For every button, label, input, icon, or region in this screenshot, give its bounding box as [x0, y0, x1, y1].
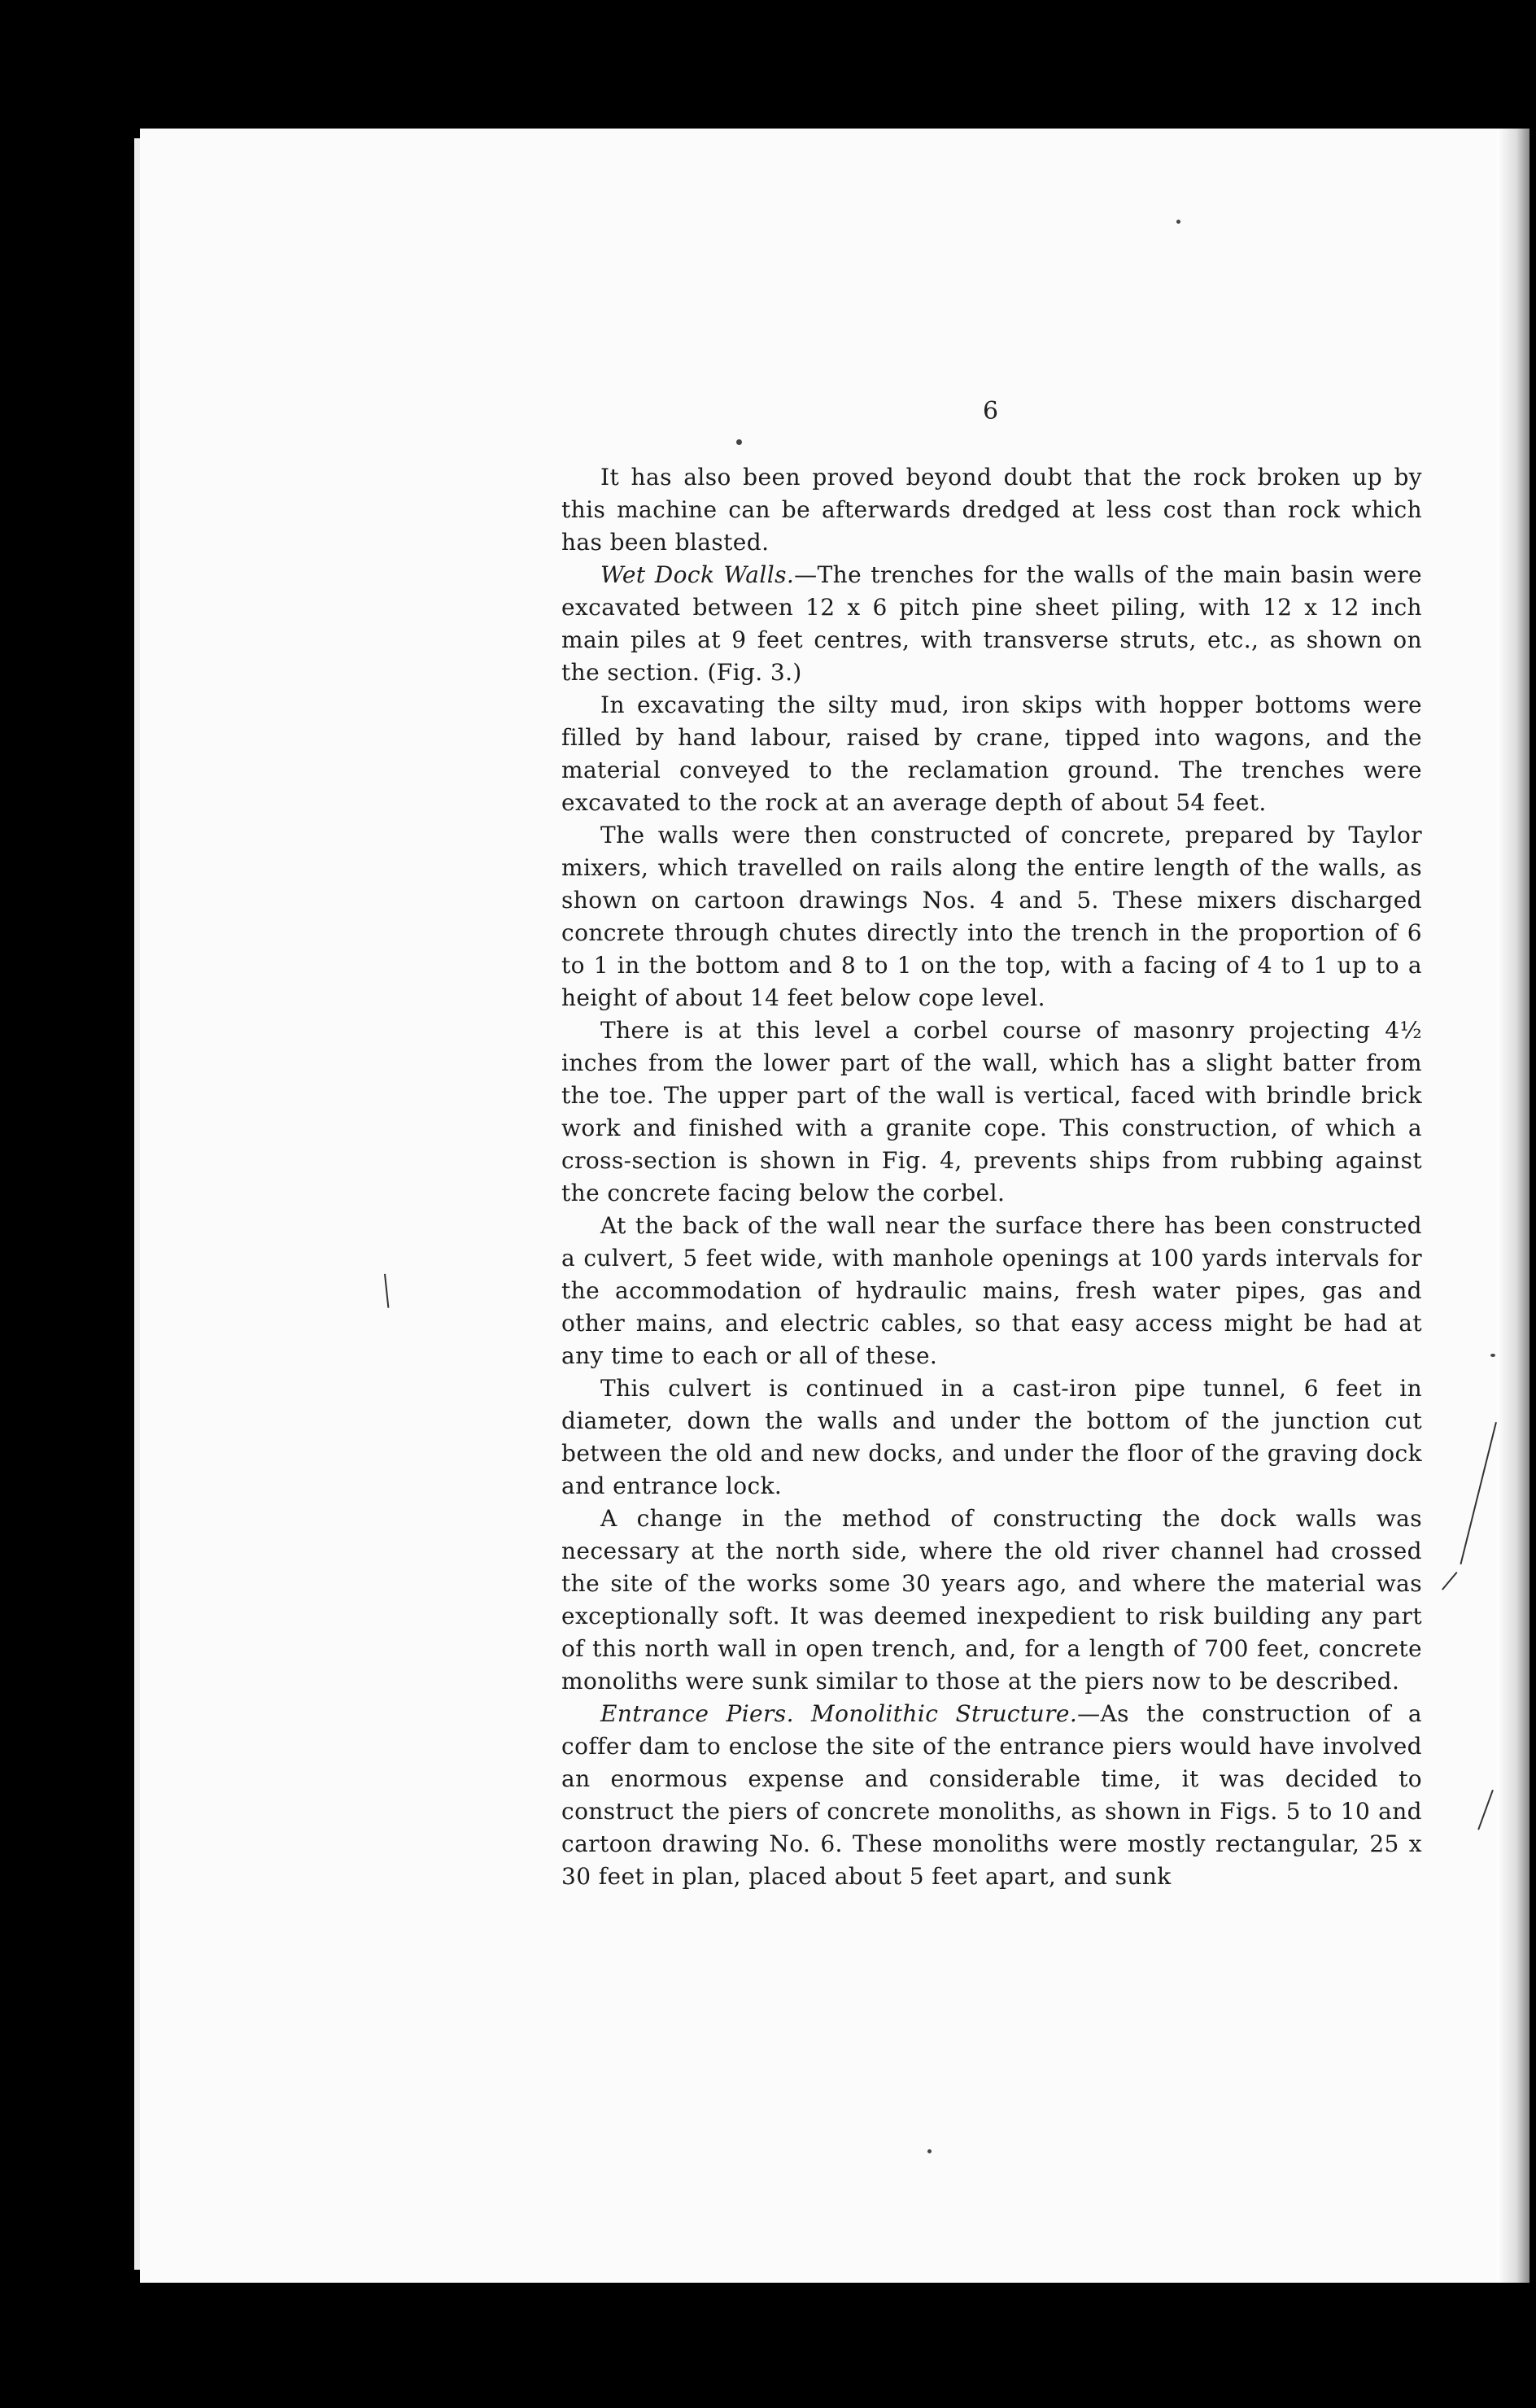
paragraph-2: [561, 559, 1422, 689]
paragraph-9-text: —As the construction of a coffer dam to enclose the site of the entrance piers would have involved an enormous expense and considerable time, it was decided to construct the piers of concrete monoliths, as shown in Figs. 5 to 10 and cartoon drawing No. 6. These monoliths were mostly rectangular, 25 x 30 feet in plan, placed about 5 feet apart, and sunk: [561, 1700, 1422, 1890]
paragraph-3: [561, 689, 1422, 819]
paragraph-1-text: It has also been proved beyond doubt that the rock broken up by this machine can be afterwards dredged at less cost than rock which has been blasted.: [561, 464, 1422, 556]
paragraph-4-text: The walls were then constructed of concrete, prepared by Taylor mixers, which travelled on rails along the entire length of the walls, as shown on cartoon drawings Nos. 4 and 5. These mixers discharged concrete through chutes directly into the trench in the proportion of 6 to 1 in the bottom and 8 to 1 on the top, with a facing of 4 to 1 up to a height of about 14 feet below cope level.: [561, 822, 1422, 1011]
paragraph-9: [561, 1698, 1422, 1893]
paragraph-5-text: There is at this level a corbel course of masonry projecting 4½ inches from the lower part of the wall, which has a slight batter from the toe. The upper part of the wall is vertical, faced with brindle brick work and finished with a granite cope. This construction, of which a cross-section is shown in Fig. 4, prevents ships from rubbing against the concrete facing below the corbel.: [561, 1017, 1422, 1206]
section-heading-wet-dock-walls: Wet Dock Walls.: [600, 561, 795, 588]
paragraph-1: [561, 461, 1422, 559]
page-number: 6: [983, 397, 999, 425]
paragraph-6: [561, 1210, 1422, 1372]
paragraph-4: [561, 819, 1422, 1014]
paragraph-6-text: At the back of the wall near the surface there has been constructed a culvert, 5 feet wide, with manhole openings at 100 yards intervals for the accommodation of hydraulic mains, fresh water pipes, gas and other mains, and electric cables, so that easy access might be had at any time to each or all of these.: [561, 1212, 1422, 1369]
body-text: [561, 461, 1422, 1893]
paragraph-7-text: This culvert is continued in a cast-iron pipe tunnel, 6 feet in diameter, down the walls and under the bottom of the junction cut between the old and new docks, and under the floor of the graving dock and entrance lock.: [561, 1375, 1422, 1499]
section-heading-entrance-piers: Entrance Piers. Monolithic Structure.: [600, 1700, 1078, 1727]
page-right-edge: [1497, 129, 1529, 2283]
scan-speck: [1490, 1354, 1495, 1357]
paragraph-2-text: —The trenches for the walls of the main basin were excavated between 12 x 6 pitch pine sheet piling, with 12 x 12 inch main piles at 9 feet centres, with transverse struts, etc., as shown on the section. (Fig. 3.): [561, 561, 1423, 686]
scan-speck: [927, 2149, 932, 2153]
paragraph-5: [561, 1014, 1422, 1210]
scan-speck: [1176, 220, 1180, 224]
paragraph-8-text: A change in the method of constructing the dock walls was necessary at the north side, where the old river channel had crossed the site of the works some 30 years ago, and where the material was exceptionally soft. It was deemed inexpedient to risk building any part of this north wall in open trench, and, for a length of 700 feet, concrete monoliths were sunk similar to those at the piers now to be described.: [561, 1505, 1422, 1695]
scan-speck: [736, 439, 742, 445]
paragraph-3-text: In excavating the silty mud, iron skips with hopper bottoms were filled by hand labour, raised by crane, tipped into wagons, and the material conveyed to the reclamation ground. The trenches were excavated to the rock at an average depth of about 54 feet.: [561, 691, 1422, 816]
paragraph-7: [561, 1372, 1422, 1503]
paragraph-8: [561, 1503, 1422, 1698]
